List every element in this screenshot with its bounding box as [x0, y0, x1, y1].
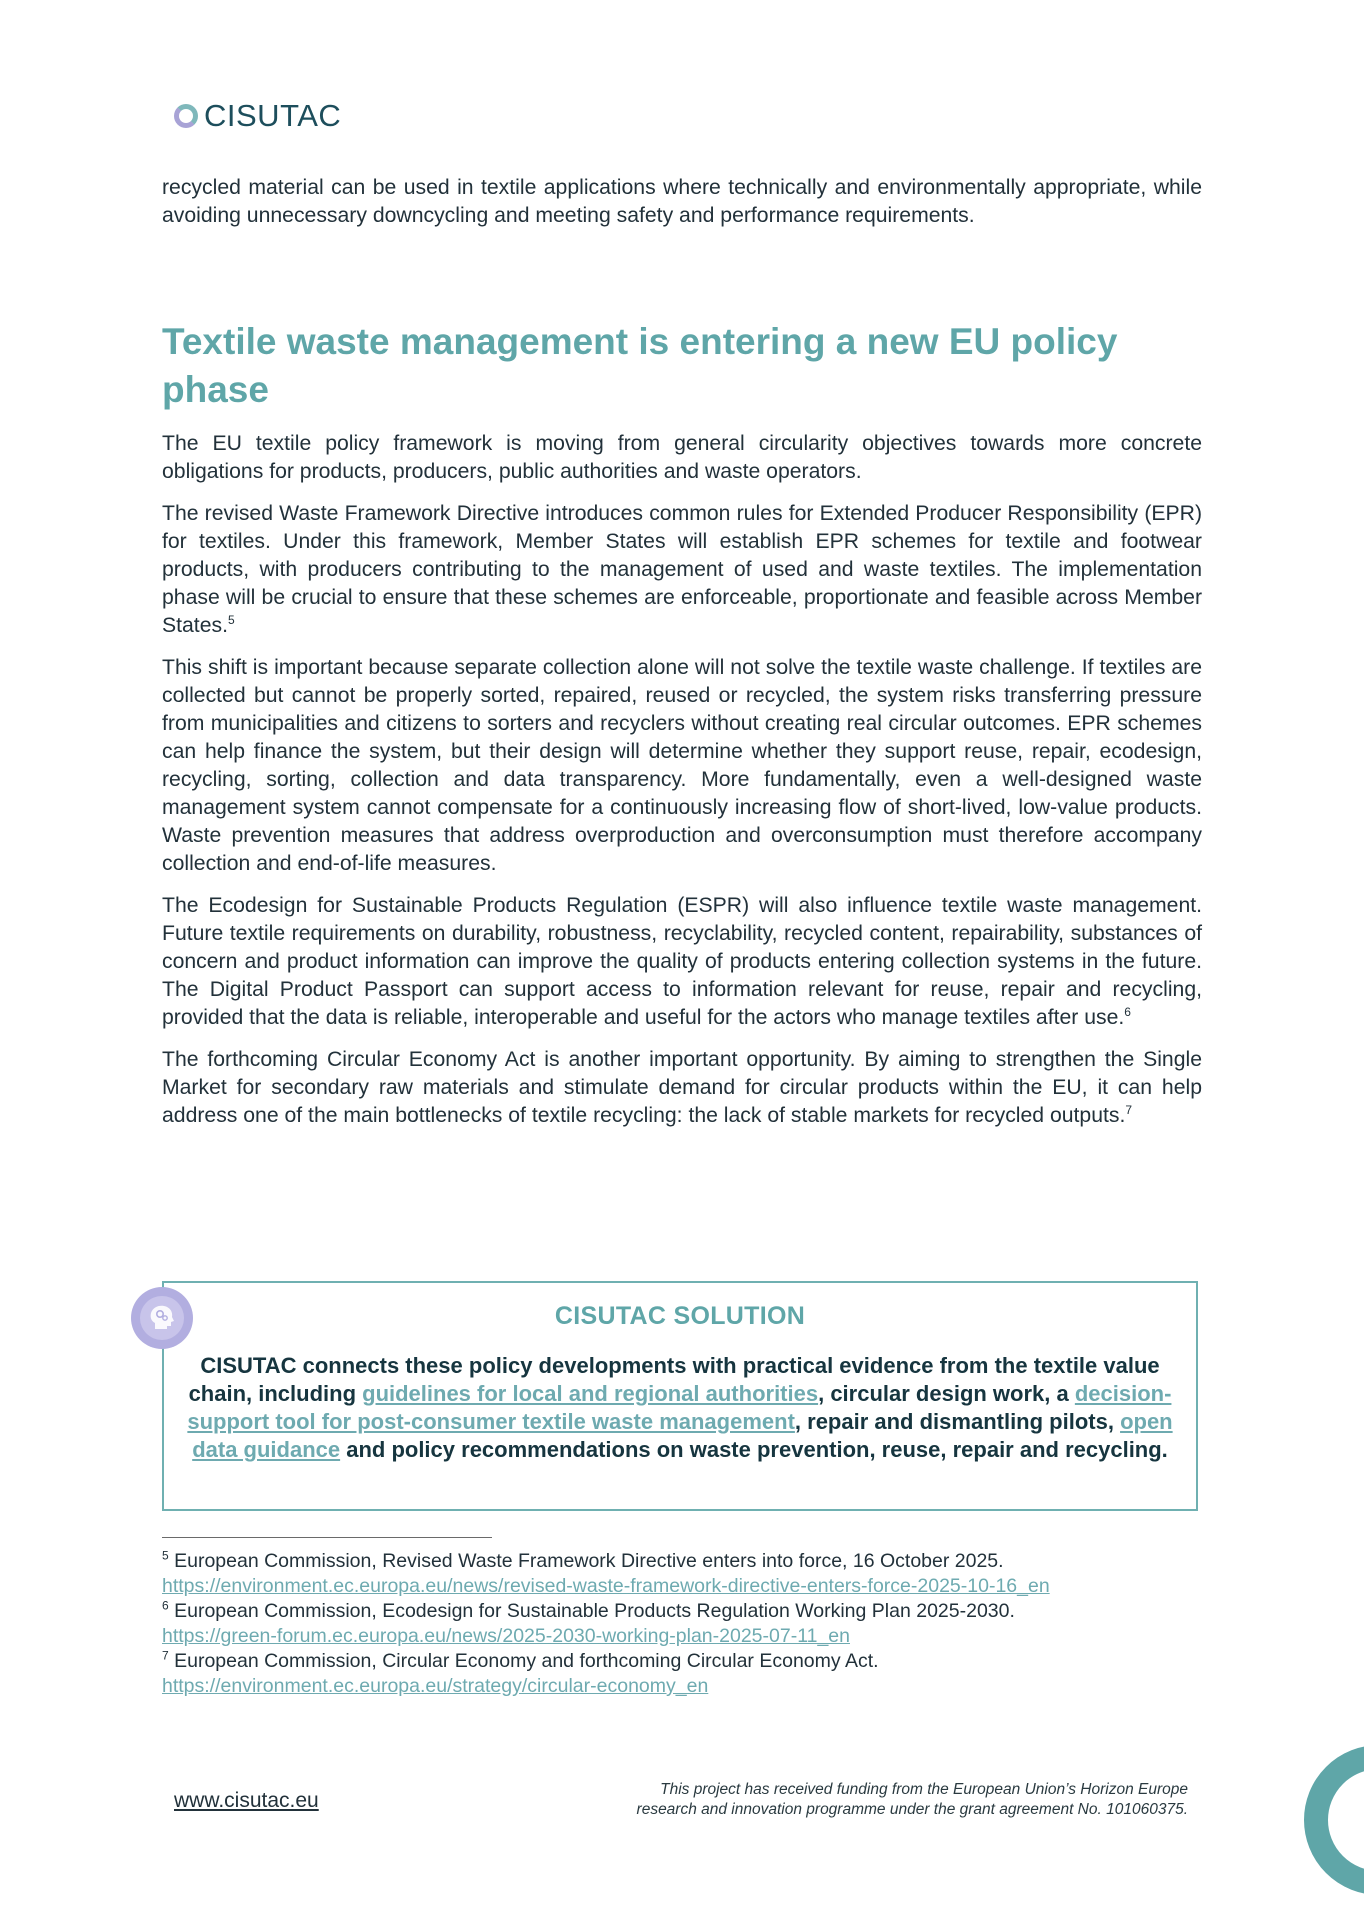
- link-open-data-guidance[interactable]: open data guidance: [192, 1409, 1173, 1462]
- footnote-url-line: [162, 1624, 1202, 1649]
- footnote-link[interactable]: https://environment.ec.europa.eu/news/revised-waste-framework-directive-enters-force-2025-10-16_en: [162, 1575, 1050, 1597]
- funding-line: This project has received funding from the European Union’s Horizon Europe: [660, 1781, 1188, 1798]
- paragraph: This shift is important because separate collection alone will not solve the textile waste challenge. If textiles are collected but cannot be properly sorted, repaired, reused or recycled, the system risks transferring pressure from municipalities and citizens to sorters and recyclers without creating real circular outcomes. EPR schemes can help finance the system, but their design will determine whether they support reuse, repair, ecodesign, recycling, sorting, collection and data transparency. More fundamentally, even a well-designed waste management system cannot compensate for a continuously increasing flow of short-lived, low-value products. Waste prevention measures that address overproduction and overconsumption must therefore accompany collection and end-of-life measures.: [162, 656, 1202, 875]
- footnote-ref[interactable]: 5: [227, 612, 235, 627]
- section-title: Textile waste management is entering a new EU policy phase: [162, 321, 1118, 410]
- footnote-link[interactable]: https://environment.ec.europa.eu/strategy/circular-economy_en: [162, 1675, 709, 1697]
- link-decision-support-tool[interactable]: decision-support tool for post-consumer textile waste management: [187, 1381, 1172, 1434]
- footnote: $^7$ European Commission, Circular Economy and forthcoming Circular Economy Act.: [162, 1648, 879, 1672]
- footnote-ref[interactable]: 7: [1125, 1102, 1133, 1117]
- intro-block: [162, 174, 1202, 230]
- paragraph: The revised Waste Framework Directive introduces common rules for Extended Producer Responsibility (EPR) for textiles. Under this framework, Member States will establish EPR schemes for textile and footwear products, with producers contributing to the management of used and waste textiles. The implementation phase will be crucial to ensure that these schemes are enforceable, proportionate and feasible across Member States.$^5$: [162, 502, 1202, 637]
- footnote-divider: [162, 1537, 492, 1538]
- footnote-url-line: [162, 1674, 1202, 1699]
- logo-text: CISUTAC: [204, 98, 342, 133]
- corner-arc-decoration: [1304, 1745, 1364, 1895]
- paragraph: The Ecodesign for Sustainable Products Regulation (ESPR) will also influence textile waste management. Future textile requirements on durability, robustness, recyclability, recycled content, repairability, substances of concern and product information can improve the quality of products entering collection systems in the future. The Digital Product Passport can support access to information relevant for reuse, repair and recycling, provided that the data is reliable, interoperable and useful for the actors who manage textiles after use.$^6$: [162, 894, 1202, 1029]
- intro-paragraph: recycled material can be used in textile applications where technically and environmentally appropriate, while avoiding unnecessary downcycling and meeting safety and performance requirements.: [162, 176, 1202, 227]
- footnotes: [162, 1549, 1202, 1699]
- solution-text: CISUTAC connects these policy developments with practical evidence from the textile value chain, including guidelines for local and regional authorities, circular design work, a decision-support tool for post-consumer textile waste management, repair and dismantling pilots, open data guidance and policy recommendations on waste prevention, reuse, repair and recycling.: [187, 1353, 1173, 1462]
- link-guidelines[interactable]: guidelines for local and regional authorities: [362, 1381, 819, 1406]
- funding-statement: [488, 1780, 1188, 1820]
- website-link[interactable]: www.cisutac.eu: [174, 1789, 319, 1812]
- footnote: $^5$ European Commission, Revised Waste Framework Directive enters into force, 16 October 2025.: [162, 1548, 1004, 1572]
- cisutac-logo: [174, 98, 341, 134]
- paragraph: The forthcoming Circular Economy Act is another important opportunity. By aiming to strengthen the Single Market for secondary raw materials and stimulate demand for circular products within the EU, it can help address one of the main bottlenecks of textile recycling: the lack of stable markets for recycled outputs.$^7$: [162, 1048, 1202, 1127]
- footnote-link[interactable]: https://green-forum.ec.europa.eu/news/2025-2030-working-plan-2025-07-11_en: [162, 1625, 850, 1647]
- funding-line: research and innovation programme under the grant agreement No. 101060375.: [636, 1801, 1188, 1818]
- footnote-ref[interactable]: 6: [1124, 1004, 1131, 1019]
- body-text: [162, 430, 1202, 1130]
- logo-ring-icon: [174, 104, 198, 128]
- footnote: $^6$ European Commission, Ecodesign for Sustainable Products Regulation Working Plan 2025-2030.: [162, 1598, 1015, 1622]
- footnote-url-line: [162, 1574, 1202, 1599]
- paragraph: The EU textile policy framework is moving from general circularity objectives towards more concrete obligations for products, producers, public authorities and waste operators.: [162, 432, 1202, 483]
- solution-title: CISUTAC SOLUTION: [554, 1302, 806, 1330]
